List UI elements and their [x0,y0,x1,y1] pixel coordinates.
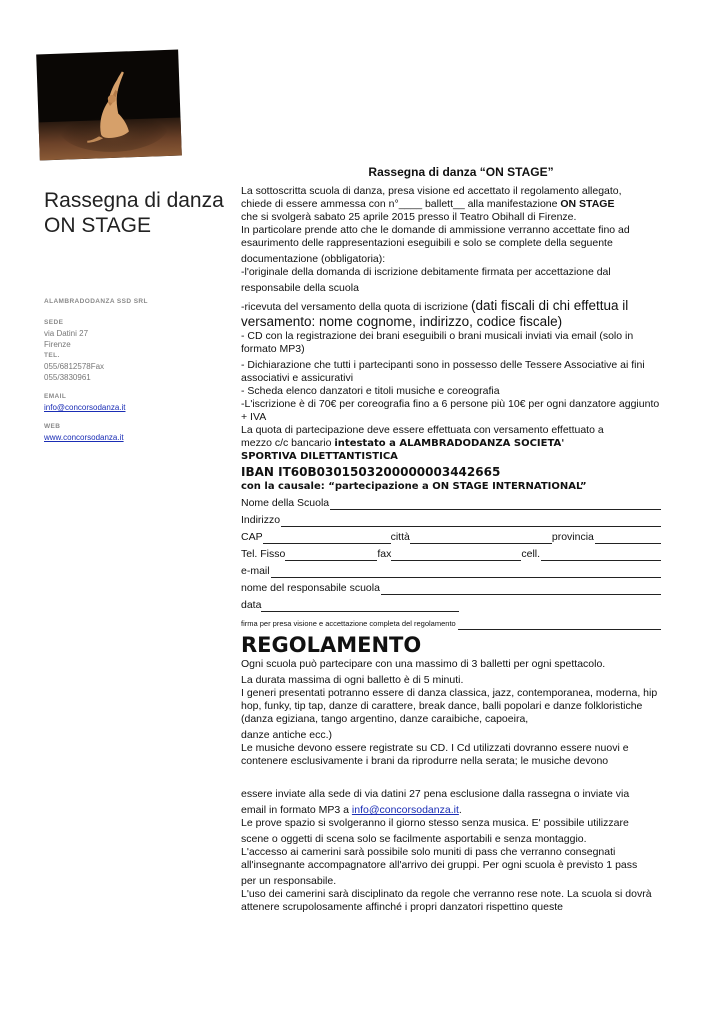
tel-fisso-line[interactable] [285,549,377,561]
sidebar-title [44,188,224,238]
reg-p8: L'uso dei camerini sarà disciplinato da regole che verranno rese note. La scuola si dovrà attenere scrupolosamente affinché i propri danzatori rispettino queste [241,888,652,913]
field-indirizzo[interactable] [241,510,661,527]
field-cap-citta-provincia[interactable] [241,527,661,544]
reg-p5b-end: . [458,804,462,816]
item-2 [241,298,661,330]
intro-b-text: chiede di essere ammessa con n°____ ballett__ alla manifestazione [241,198,561,210]
intro-d: In particolare prende atto che le domande di ammissione verranno accettate fino ad esaurimento delle rappresentazioni eseguibili e solo se complete della seguente [241,224,630,249]
provincia-label: provincia [551,531,594,543]
reg-p3: I generi presentati potranno essere di danza classica, jazz, contemporanea, moderna, hip hop, funky, tip tap, danze di carattere, break dance, balli popolari e danze folkloristiche (danza egiziana, tango argentino, danze caraibiche, capoeira, [241,687,658,725]
nome-scuola-label: Nome della Scuola [241,497,330,509]
cell-line[interactable] [541,549,661,561]
tel-label: TEL. [44,352,60,359]
field-firma[interactable] [241,612,661,630]
item-3: - CD con la registrazione dei brani eseguibili o brani musicali inviati via email (solo in formato MP3) [241,330,634,355]
payment-b-text: mezzo c/c bancario [241,437,335,449]
causale: con la causale: “partecipazione a ON STAGE INTERNATIONAL” [241,481,587,492]
responsabile-label: nome del responsabile scuola [241,582,380,594]
tel-2: 055/3830961 [44,373,91,382]
firma-label: firma per presa visione e accettazione completa del regolamento [241,619,456,628]
payment-b [241,437,661,450]
web-link[interactable]: www.concorsodanza.it [44,433,124,442]
iban: IBAN IT60B0301503200000003442665 [241,465,501,479]
item-2a: -ricevuta del versamento della quota di iscrizione [241,301,471,313]
item-4: - Dichiarazione che tutti i partecipanti sono in possesso delle Tessere Associative ai fini associativi e assicurativi [241,359,645,384]
document-body [241,166,661,914]
reg-p5: essere inviate alla sede di via datini 27 pena esclusione dalla rassegna o inviate via [241,788,630,800]
contact-info [44,296,224,451]
nome-scuola-line[interactable] [330,498,661,510]
intro-b-bold: ON STAGE [560,198,615,210]
intro-c: che si svolgerà sabato 25 aprile 2015 presso il Teatro Obihall di Firenze. [241,211,577,223]
sidebar-title-line2: ON STAGE [44,214,151,237]
responsabile-line[interactable] [381,583,661,595]
address-line1: via Datini 27 [44,329,89,338]
dancer-figure [36,50,182,161]
item-1: -l'originale della domanda di iscrizione debitamente firmata per accettazione dal [241,266,611,278]
fax-line[interactable] [391,549,521,561]
email-label: EMAIL [44,393,67,400]
fax-label: fax [377,548,392,560]
cap-line[interactable] [263,532,391,544]
tel-fisso-label: Tel. Fisso [241,548,286,560]
citta-label: città [390,531,410,543]
reg-p7b: per un responsabile. [241,875,337,887]
sidebar-title-line1: Rassegna di danza [44,189,224,212]
document-title: Rassegna di danza “ON STAGE” [368,165,554,179]
field-nome-scuola[interactable] [241,493,661,510]
tel-1: 055/6812578Fax [44,362,105,371]
reg-p2: La durata massima di ogni balletto è di 5 minuti. [241,674,464,686]
data-label: data [241,599,262,611]
cap-label: CAP [241,531,263,543]
reg-p5b [241,804,661,817]
intro-a: La sottoscritta scuola di danza, presa visione ed accettato il regolamento allegato, [241,185,622,197]
item-2b: (dati fiscali di chi effettua il versamento: nome cognome, indirizzo, codice fiscale) [241,298,629,329]
company-name: ALAMBRADODANZA SSD SRL [44,298,148,305]
payment-a: La quota di partecipazione deve essere effettuata con versamento effettuato a [241,424,604,436]
indirizzo-label: Indirizzo [241,514,281,526]
cell-label: cell. [521,548,541,560]
provincia-line[interactable] [595,532,661,544]
reg-p5b-text: email in formato MP3 a [241,804,352,816]
item-5: - Scheda elenco danzatori e titoli musiche e coreografia [241,385,500,397]
reg-p1: Ogni scuola può partecipare con una massimo di 3 balletti per ogni spettacolo. [241,658,606,670]
reg-p7: L'accesso ai camerini sarà possibile solo muniti di pass che verranno consegnati all'insegnante accompagnatore all'arrivo dei gruppi. Per ogni scuola è previsto 1 pass [241,846,638,871]
reg-p3b: danze antiche ecc.) [241,729,333,741]
email-line[interactable] [271,566,661,578]
reg-email-link[interactable]: info@concorsodanza.it [351,804,459,816]
field-email[interactable] [241,561,661,578]
reg-p6: Le prove spazio si svolgeranno il giorno stesso senza musica. E' possibile utilizzare [241,817,629,829]
sede-label: SEDE [44,319,64,326]
email-field-label: e-mail [241,565,270,577]
data-line[interactable] [261,600,459,612]
dancer-photo [36,50,182,161]
regolamento-heading: REGOLAMENTO [241,633,422,657]
reg-p6b: scene o oggetti di scena solo se facilmente asportabili e senza montaggio. [241,833,587,845]
intro-e: documentazione (obbligatoria): [241,253,386,265]
field-data[interactable] [241,595,661,612]
reg-p4: Le musiche devono essere registrate su CD. I Cd utilizzati dovranno essere nuovi e contenere esclusivamente i brani da riprodurre nella serata; le musiche devono [241,742,629,767]
email-link[interactable]: info@concorsodanza.it [44,403,126,412]
item-6: -L'iscrizione è di 70€ per coreografia fino a 6 persone più 10€ per ogni danzatore aggiunto + IVA [241,398,660,423]
web-label: WEB [44,423,61,430]
indirizzo-line[interactable] [281,515,661,527]
field-tel-fax-cell[interactable] [241,544,661,561]
address-line2: Firenze [44,340,71,349]
payment-b-bold: intestato a ALAMBRADODANZA SOCIETA' [334,438,565,449]
firma-line[interactable] [458,622,661,630]
field-responsabile[interactable] [241,578,661,595]
intro-b [241,198,661,211]
citta-line[interactable] [410,532,552,544]
payment-c: SPORTIVA DILETTANTISTICA [241,451,398,462]
item-1b: responsabile della scuola [241,282,359,294]
